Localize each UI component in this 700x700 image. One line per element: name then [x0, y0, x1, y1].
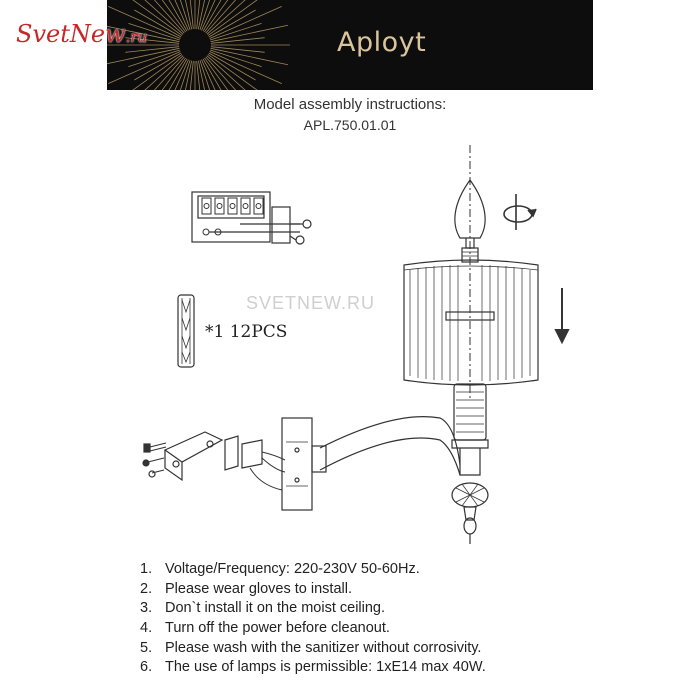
brand-name: Aployt: [337, 27, 427, 58]
instruction-item: [140, 580, 486, 600]
instruction-text: The use of lamps is permissible: 1xE14 max 40W.: [165, 659, 486, 676]
instruction-text: Turn off the power before cleanout.: [165, 620, 390, 637]
instruction-item: [140, 658, 486, 678]
watermark: SVETNEW.RU: [246, 293, 376, 313]
crystal-quantity-label: *1 12PCS: [205, 322, 288, 342]
instruction-number: 5.: [140, 639, 153, 656]
crystal-rod-icon: [178, 295, 194, 367]
lampshade-icon: [404, 260, 538, 385]
terminal-block-icon: [192, 192, 311, 244]
instruction-item: [140, 619, 486, 639]
instruction-number: 2.: [140, 580, 153, 597]
instruction-number: 4.: [140, 620, 153, 637]
mounting-bracket-icon: [143, 432, 285, 490]
instructions-list: [140, 560, 486, 678]
instruction-item: [140, 639, 486, 659]
down-arrow-icon: [556, 288, 568, 342]
page-title: Model assembly instructions:: [253, 96, 447, 113]
site-logo[interactable]: SvetNew.ru: [16, 20, 148, 48]
instruction-number: 6.: [140, 659, 153, 676]
model-number: APL.750.01.01: [303, 117, 397, 133]
instruction-number: 3.: [140, 600, 153, 617]
instruction-text: Voltage/Frequency: 220-230V 50-60Hz.: [165, 561, 420, 577]
instruction-text: Don`t install it on the moist ceiling.: [165, 600, 386, 617]
instruction-number: 1.: [140, 561, 153, 577]
instruction-text: Please wash with the sanitizer without corrosivity.: [165, 639, 482, 656]
wall-plate-icon: [282, 418, 312, 510]
instruction-item: [140, 599, 486, 619]
rotate-icon: [504, 194, 536, 230]
instruction-item: [140, 560, 486, 580]
instruction-text: Please wear gloves to install.: [165, 580, 352, 597]
lamp-arm-icon: [312, 384, 488, 544]
